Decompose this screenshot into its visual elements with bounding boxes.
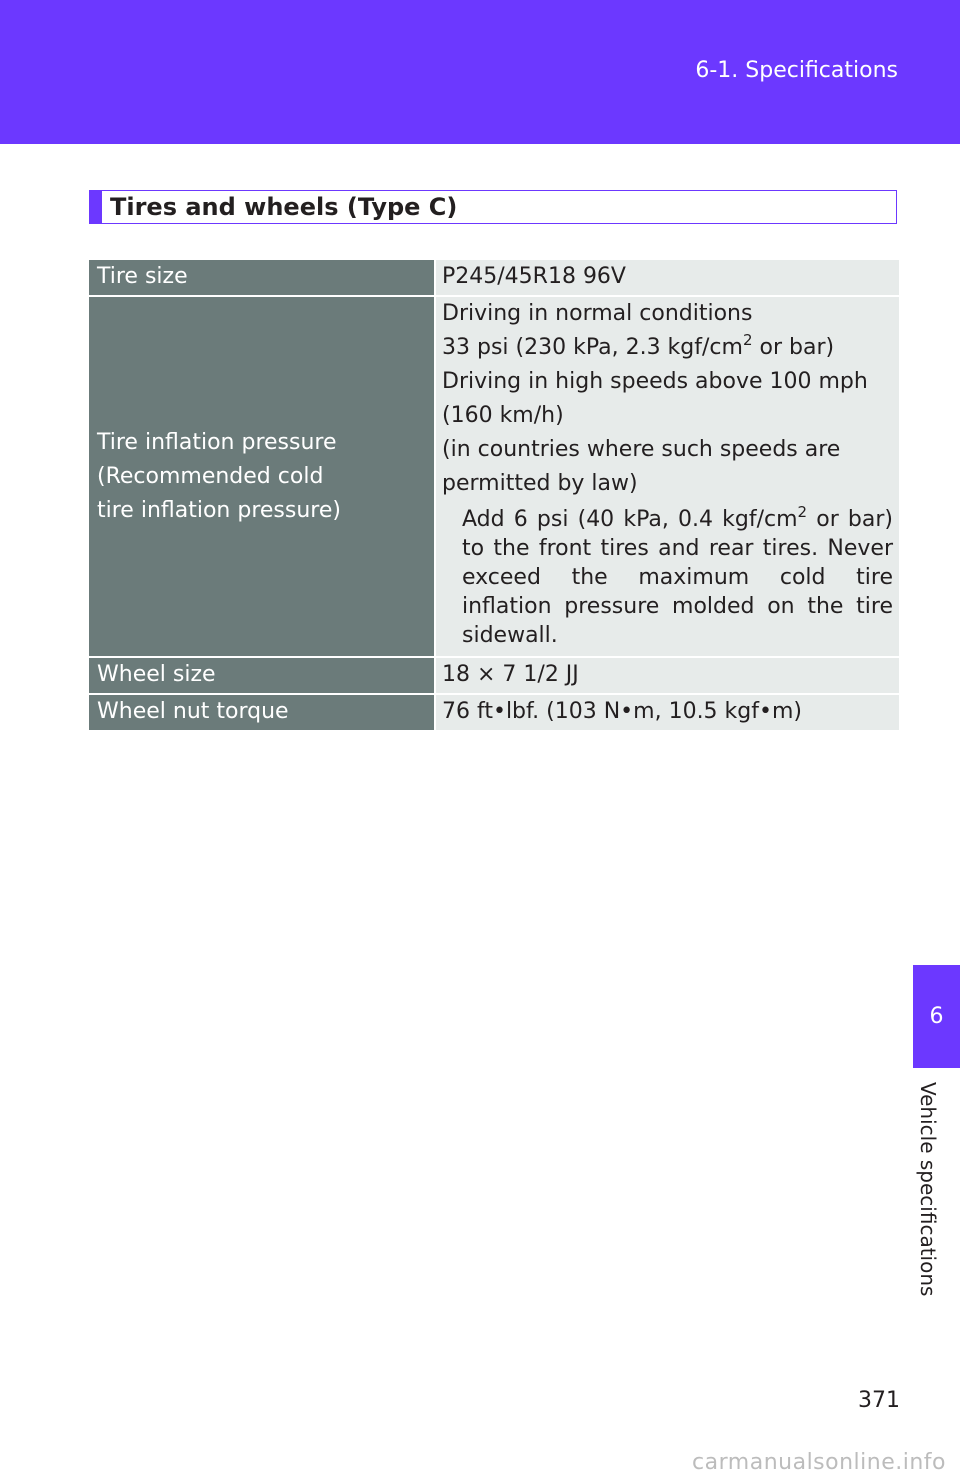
normal-conditions-pressure xyxy=(442,331,893,365)
inflation-label-line-2: (Recommended cold xyxy=(97,463,324,489)
table-row-tire-size xyxy=(89,260,899,296)
table-row-wheel-size xyxy=(89,657,899,694)
wheel-size-label: Wheel size xyxy=(89,657,435,694)
high-speed-condition: (in countries where such speeds are permitted by law) xyxy=(442,437,841,496)
chapter-tab-label: Vehicle specifications xyxy=(916,1082,940,1297)
inflation-pressure-value xyxy=(435,296,899,657)
tire-size-value: P245/45R18 96V xyxy=(435,260,899,296)
section-heading xyxy=(89,190,897,224)
inflation-label-line-1: Tire inflation pressure xyxy=(97,429,337,455)
table-row-inflation-pressure xyxy=(89,296,899,657)
wheel-nut-torque-value: 76 ft•lbf. (103 N•m, 10.5 kgf•m) xyxy=(435,694,899,731)
chapter-section-title: 6-1. Specifications xyxy=(695,58,898,83)
watermark: carmanualsonline.info xyxy=(692,1450,946,1475)
wheel-nut-torque-label: Wheel nut torque xyxy=(89,694,435,731)
tire-size-label: Tire size xyxy=(89,260,435,296)
normal-conditions-heading: Driving in normal conditions xyxy=(442,301,753,326)
normal-pressure-unit: or bar) xyxy=(752,335,835,360)
high-speed-note xyxy=(442,505,893,650)
inflation-label-line-3: tire inflation pressure) xyxy=(97,497,341,523)
chapter-tab[interactable] xyxy=(913,965,960,1068)
note-sup: 2 xyxy=(797,503,808,521)
header-band xyxy=(0,0,960,144)
table-row-wheel-nut-torque xyxy=(89,694,899,731)
page-number: 371 xyxy=(858,1388,900,1413)
section-title: Tires and wheels (Type C) xyxy=(110,193,458,221)
spec-table xyxy=(89,260,899,732)
chapter-tab-number: 6 xyxy=(929,1004,944,1029)
normal-pressure-text: 33 psi (230 kPa, 2.3 kgf/cm xyxy=(442,335,743,360)
wheel-size-value: 18 × 7 1/2 JJ xyxy=(435,657,899,694)
note-text: Add 6 psi (40 kPa, 0.4 kgf/cm xyxy=(462,507,798,532)
high-speed-heading: Driving in high speeds above 100 mph (160 km/h) xyxy=(442,369,868,428)
inflation-pressure-label xyxy=(89,296,435,657)
normal-pressure-sup: 2 xyxy=(742,331,753,349)
heading-accent-bar xyxy=(90,191,102,223)
note-text-rest: or bar) to the front tires and rear tires. Never exceed the maximum cold tire inflation pressure molded on the tire sidewall. xyxy=(462,507,893,648)
